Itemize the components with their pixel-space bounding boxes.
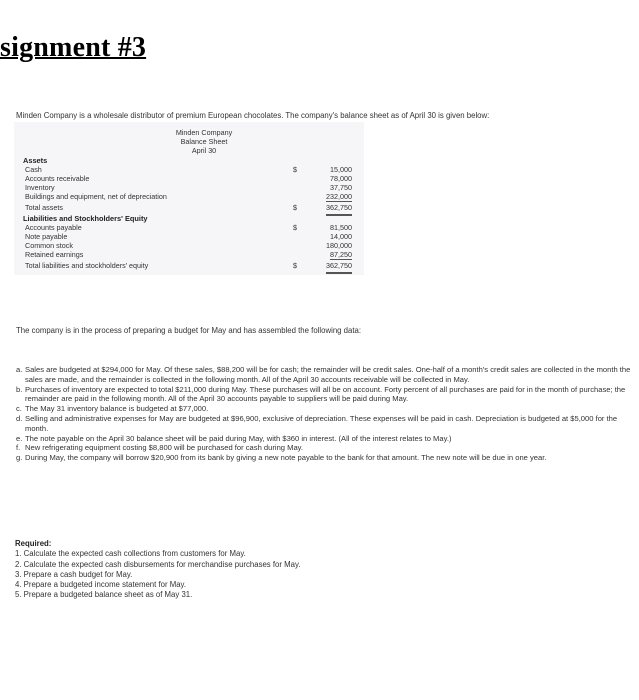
liability-label: Retained earnings (25, 250, 84, 259)
list-item (16, 434, 634, 444)
item-text: Selling and administrative expenses for May are budgeted at $96,900, exclusive of depreciation. These expenses will be paid in cash. Depreciation is budgeted at $5,000 for the month. (25, 413, 618, 433)
liability-value: 81,500 (330, 223, 352, 232)
liability-row (14, 250, 364, 259)
intro-text: Minden Company is a wholesale distributor of premium European chocolates. The company's balance sheet as of April 30 is given below: (16, 111, 490, 120)
list-item (16, 443, 634, 453)
asset-label: Buildings and equipment, net of depreciation (25, 192, 167, 201)
liability-row (14, 223, 364, 232)
total-assets-row (14, 201, 364, 214)
item-marker: f. (16, 443, 21, 453)
asset-label: Cash (25, 165, 42, 174)
total-liabilities-label: Total liabilities and stockholders' equity (25, 261, 149, 270)
company-name: Minden Company (175, 128, 233, 137)
required-item: 3. Prepare a cash budget for May. (15, 569, 133, 579)
total-liabilities-row (14, 259, 364, 272)
item-marker: g. (16, 453, 23, 463)
liability-label: Accounts payable (25, 223, 82, 232)
item-marker: a. (16, 365, 23, 374)
item-text: During May, the company will borrow $20,900 from its bank by giving a new note payable to the bank for that amount. The new note will be due in one year. (25, 453, 547, 463)
liability-value: 180,000 (326, 241, 352, 250)
asset-row (14, 183, 364, 192)
currency-symbol: $ (293, 261, 297, 270)
assets-heading: Assets (23, 156, 48, 165)
item-text: New refrigerating equipment costing $8,800 will be purchased for cash during May. (25, 443, 304, 453)
statement-name: Balance Sheet (180, 137, 228, 146)
required-section (15, 539, 300, 601)
asset-value: 232,000 (326, 192, 352, 201)
list-item (16, 385, 634, 405)
currency-symbol: $ (293, 203, 297, 212)
asset-value: 15,000 (330, 165, 352, 174)
asset-value: 37,750 (330, 183, 352, 192)
budget-intro: The company is in the process of preparing a budget for May and has assembled the following data: (16, 326, 361, 335)
item-text: The note payable on the April 30 balance sheet will be paid during May, with $360 in interest. (All of the interest relates to May.) (25, 433, 452, 443)
asset-value: 78,000 (330, 174, 352, 183)
list-item (16, 414, 634, 434)
item-marker: c. (16, 404, 22, 414)
required-title: Required: (15, 539, 52, 548)
total-assets-value: 362,750 (326, 201, 352, 216)
liability-value: 87,250 (330, 250, 352, 259)
statement-date: April 30 (191, 146, 217, 155)
item-text: Purchases of inventory are expected to total $211,000 during May. These purchases will all be on account. Forty percent of all purchases are paid for in the month of purchase; the remainder are paid in the following month. All of the April 30 accounts payable to suppliers will be paid during May. (25, 384, 626, 404)
required-item: 2. Calculate the expected cash disbursements for merchandise purchases for May. (15, 559, 301, 569)
asset-row (14, 192, 364, 201)
asset-label: Inventory (25, 183, 55, 192)
list-item (16, 404, 634, 414)
asset-row (14, 165, 364, 174)
asset-row (14, 174, 364, 183)
liability-label: Common stock (25, 241, 73, 250)
list-item (16, 365, 634, 385)
item-text: Sales are budgeted at $294,000 for May. Of these sales, $88,200 will be for cash; the remainder will be credit sales. One-half of a month's credit sales are collected in the month the sales are made, and the remainder is collected in the following month. All of the April 30 accounts receivable will be collected in May. (25, 365, 631, 384)
item-marker: e. (16, 433, 23, 443)
liability-label: Note payable (25, 232, 68, 241)
assets-heading-row (14, 156, 364, 165)
liability-row (14, 241, 364, 250)
balance-sheet (14, 122, 364, 275)
required-item: 1. Calculate the expected cash collections from customers for May. (15, 549, 246, 559)
liabilities-heading: Liabilities and Stockholders' Equity (23, 214, 148, 223)
item-text: The May 31 inventory balance is budgeted at $77,000. (25, 404, 209, 414)
asset-label: Accounts receivable (25, 174, 90, 183)
liability-value: 14,000 (330, 232, 352, 241)
balance-sheet-header (14, 122, 364, 156)
currency-symbol: $ (293, 165, 297, 174)
liabilities-heading-row (14, 214, 364, 223)
budget-data-list (16, 365, 634, 463)
currency-symbol: $ (293, 223, 297, 232)
item-marker: d. (16, 413, 23, 423)
item-marker: b. (16, 384, 23, 394)
page-title: signment #3 (0, 32, 147, 63)
total-liabilities-value: 362,750 (326, 259, 352, 274)
list-item (16, 453, 634, 463)
liability-row (14, 232, 364, 241)
required-item: 5. Prepare a budgeted balance sheet as of May 31. (15, 590, 193, 600)
required-item: 4. Prepare a budgeted income statement for May. (15, 580, 187, 590)
total-assets-label: Total assets (25, 203, 63, 212)
